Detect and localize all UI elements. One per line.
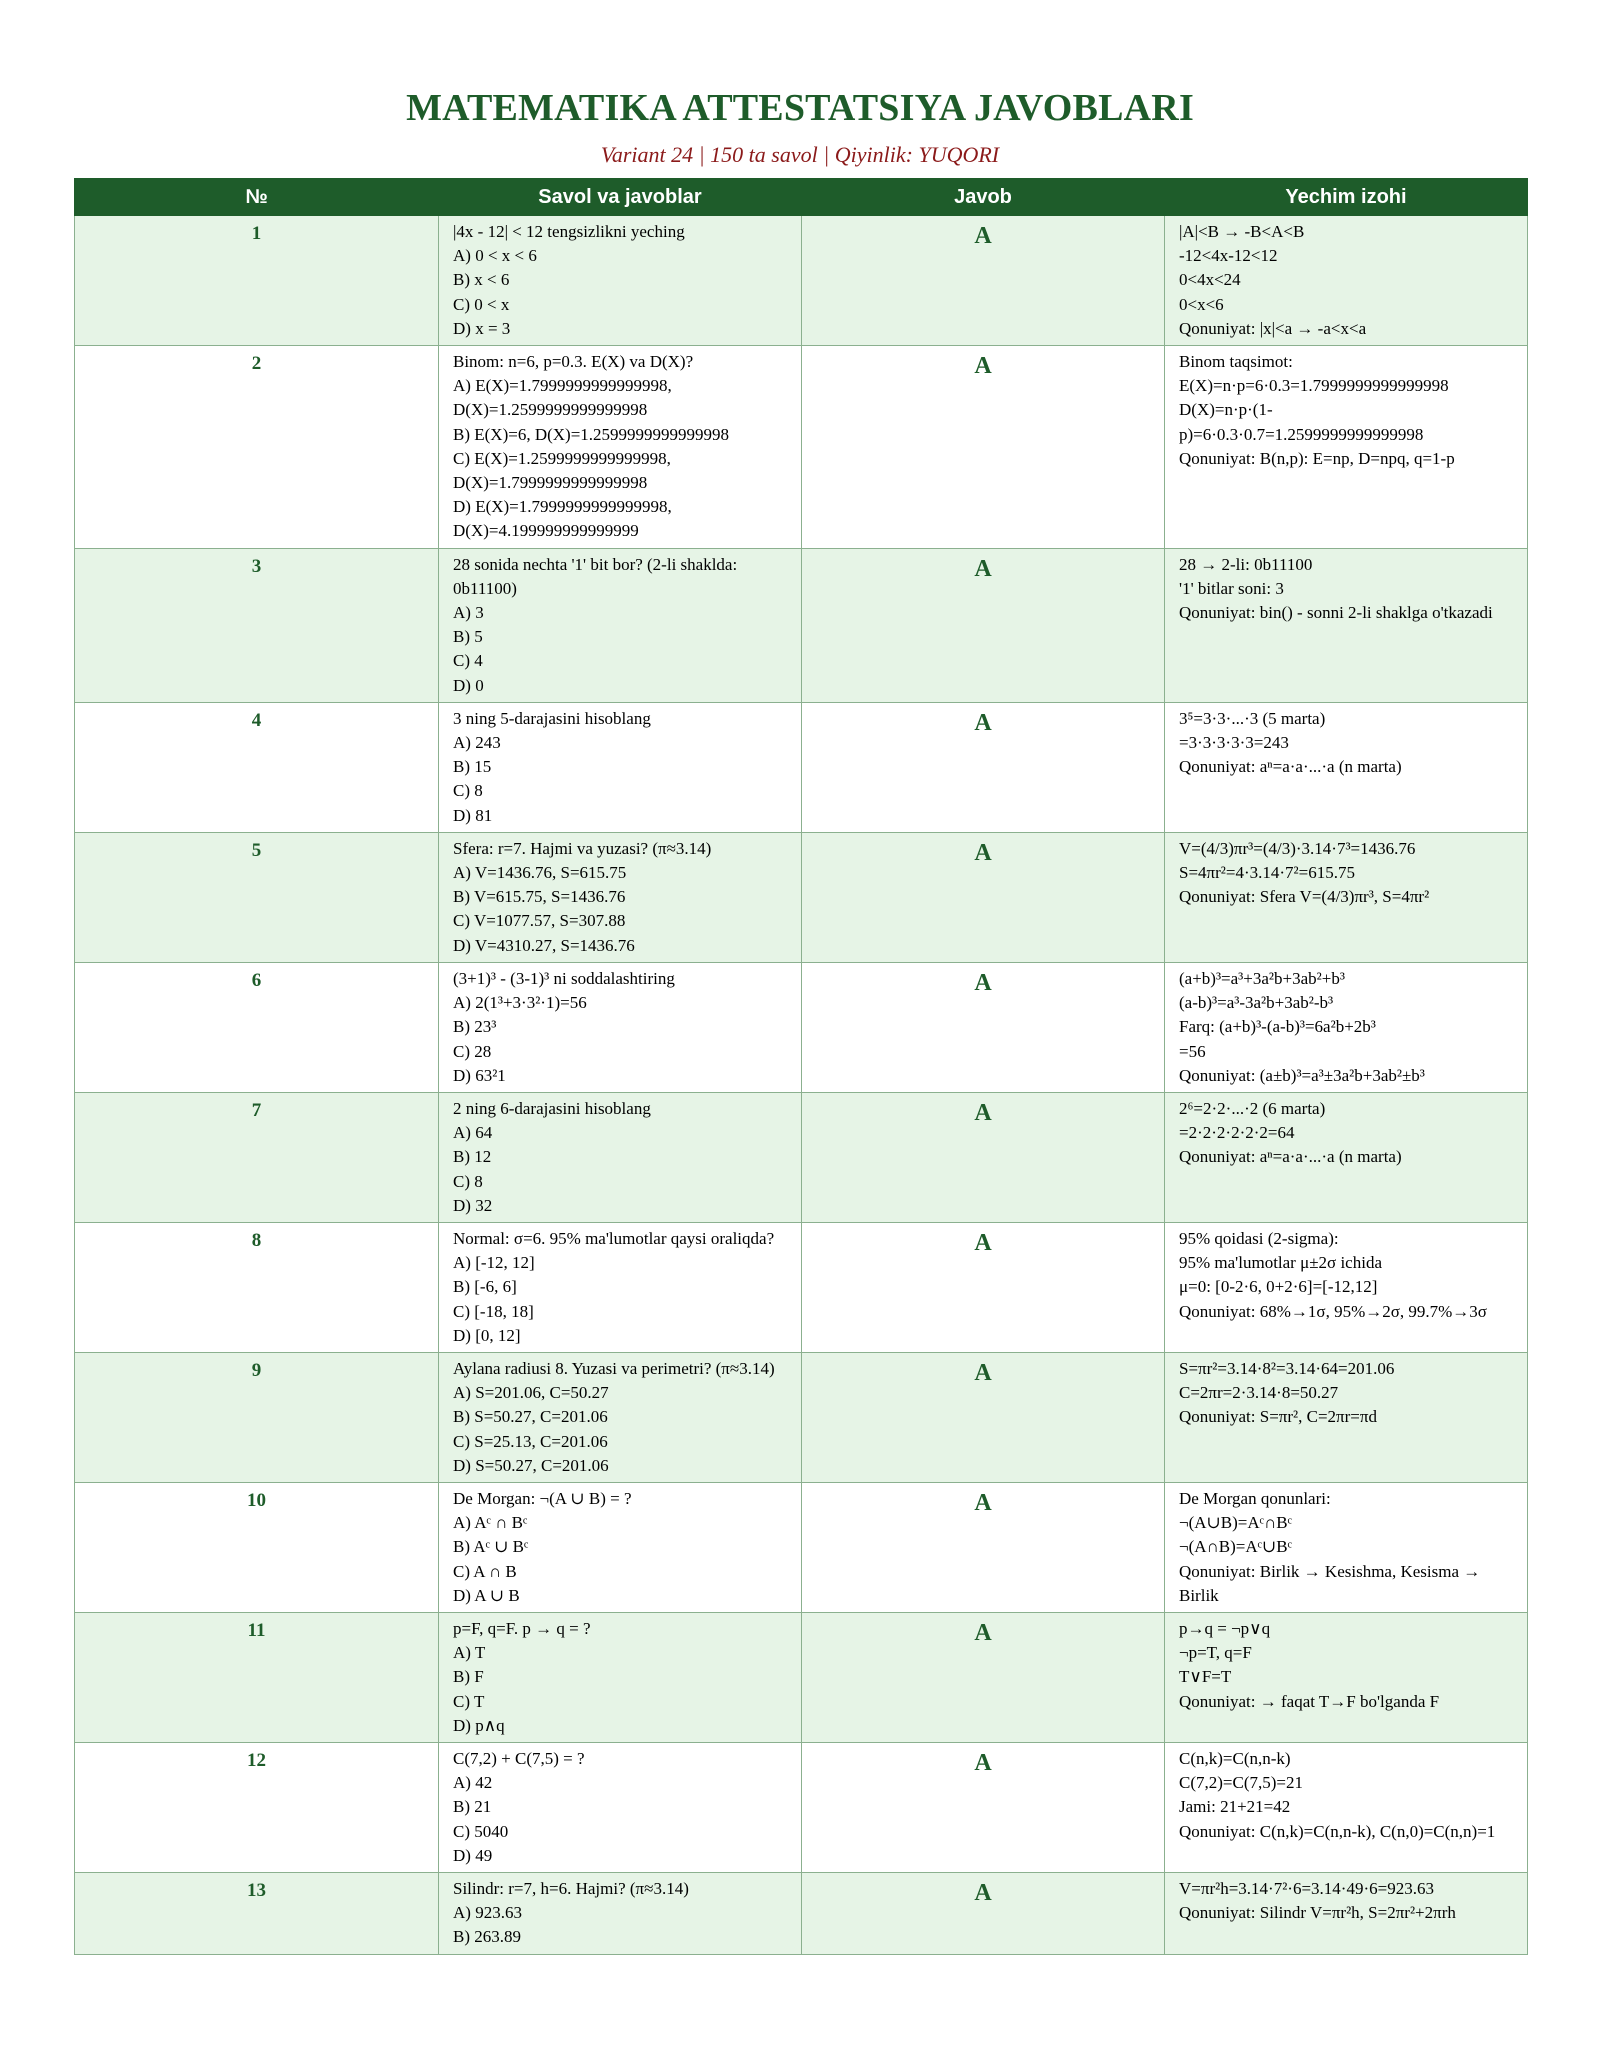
- solution-line: 3⁵=3·3·...·3 (5 marta): [1179, 708, 1326, 728]
- answer-option: C) [-18, 18]: [453, 1301, 534, 1321]
- question-text: C(7,2) + C(7,5) = ?: [453, 1748, 585, 1768]
- correct-answer: A: [802, 346, 1165, 549]
- question-cell: [439, 346, 802, 549]
- question-number: [75, 1352, 439, 1482]
- answer-option: B) 12: [453, 1147, 492, 1167]
- table-header: [75, 179, 1528, 216]
- solution-line: V=πr²h=3.14·7²·6=3.14·49·6=923.63: [1179, 1879, 1434, 1898]
- table-row: [75, 1612, 1528, 1742]
- solution-line: Qonuniyat: Birlik → Kesishma, Kesisma → Birlik: [1179, 1561, 1481, 1605]
- table-row: [75, 702, 1528, 832]
- solution-cell: [1165, 1352, 1528, 1482]
- solution-line: 0<x<6: [1179, 294, 1224, 314]
- answer-option: B) E(X)=6, D(X)=1.2599999999999998: [453, 424, 730, 444]
- header-question: Savol va javoblar: [439, 179, 802, 216]
- table-row: [75, 548, 1528, 702]
- question-text: 3 ning 5-darajasini hisoblang: [453, 708, 651, 728]
- question-text: De Morgan: ¬(A ∪ B) = ?: [453, 1488, 632, 1508]
- correct-answer: A: [802, 832, 1165, 962]
- answer-option: B) 23³: [453, 1017, 497, 1037]
- answer-option: B) Aᶜ ∪ Bᶜ: [453, 1537, 529, 1557]
- correct-answer: A: [802, 702, 1165, 832]
- answer-option: A) V=1436.76, S=615.75: [453, 863, 627, 883]
- answer-option: C) 8: [453, 781, 483, 801]
- question-cell: [439, 1352, 802, 1482]
- solution-cell: [1165, 832, 1528, 962]
- solution-line: D(X)=n·p·(1-p)=6·0.3·0.7=1.2599999999999998: [1179, 400, 1424, 444]
- question-text: p=F, q=F. p → q = ?: [453, 1618, 591, 1638]
- correct-answer: A: [802, 1482, 1165, 1612]
- question-text: Normal: σ=6. 95% ma'lumotlar qaysi oraliqda?: [453, 1228, 775, 1248]
- correct-answer: A: [802, 548, 1165, 702]
- question-number: [75, 962, 439, 1092]
- question-cell: [439, 1092, 802, 1222]
- answer-option: C) T: [453, 1691, 485, 1711]
- question-cell: [439, 216, 802, 346]
- question-number-text: 8: [251, 1229, 262, 1251]
- answer-option: C) A ∩ B: [453, 1561, 517, 1581]
- question-number: [75, 1482, 439, 1612]
- answer-option: B) F: [453, 1667, 484, 1687]
- question-number-text: 12: [247, 1749, 266, 1771]
- solution-line: De Morgan qonunlari:: [1179, 1488, 1331, 1508]
- answers-table: [74, 178, 1528, 1955]
- answer-option: D) V=4310.27, S=1436.76: [453, 935, 635, 955]
- page-subtitle: Variant 24 | 150 ta savol | Qiyinlik: YUQORI: [600, 142, 1000, 167]
- solution-line: Qonuniyat: Sfera V=(4/3)πr³, S=4πr²: [1179, 887, 1430, 907]
- solution-cell: [1165, 1222, 1528, 1352]
- question-number-text: 6: [251, 969, 262, 991]
- question-number-text: 4: [251, 709, 262, 731]
- solution-line: Jami: 21+21=42: [1179, 1797, 1291, 1817]
- answer-option: A) S=201.06, C=50.27: [453, 1383, 609, 1403]
- correct-answer: A: [802, 216, 1165, 346]
- answer-option: D) 49: [453, 1845, 493, 1865]
- answer-option: A) [-12, 12]: [453, 1253, 535, 1273]
- question-number-text: 5: [251, 839, 262, 861]
- answer-option: C) 8: [453, 1171, 483, 1191]
- question-number-text: 2: [251, 353, 262, 375]
- table-row: [75, 1482, 1528, 1612]
- solution-cell: [1165, 1742, 1528, 1872]
- solution-line: (a-b)³=a³-3a²b+3ab²-b³: [1179, 993, 1334, 1013]
- solution-line: V=(4/3)πr³=(4/3)·3.14·7³=1436.76: [1179, 838, 1416, 858]
- answer-option: D) 32: [453, 1195, 493, 1215]
- answer-option: D) x = 3: [453, 318, 511, 338]
- solution-line: S=4πr²=4·3.14·7²=615.75: [1179, 863, 1355, 883]
- answer-option: D) A ∪ B: [453, 1585, 520, 1605]
- question-text: Sfera: r=7. Hajmi va yuzasi? (π≈3.14): [453, 838, 712, 858]
- question-cell: [439, 702, 802, 832]
- solution-line: 28 → 2-li: 0b11100: [1179, 554, 1313, 574]
- solution-line: T∨F=T: [1179, 1667, 1232, 1687]
- table-row: [75, 1873, 1528, 1955]
- answer-option: C) V=1077.57, S=307.88: [453, 911, 626, 931]
- answer-option: B) S=50.27, C=201.06: [453, 1407, 608, 1427]
- answer-option: A) T: [453, 1643, 486, 1663]
- solution-line: Qonuniyat: aⁿ=a·a·...·a (n marta): [1179, 1147, 1402, 1167]
- solution-line: ¬(A∪B)=Aᶜ∩Bᶜ: [1179, 1513, 1292, 1533]
- answer-option: D) S=50.27, C=201.06: [453, 1455, 609, 1475]
- correct-answer: A: [802, 1742, 1165, 1872]
- answer-option: C) 4: [453, 651, 483, 671]
- answer-option: B) V=615.75, S=1436.76: [453, 887, 626, 907]
- question-number-text: 3: [251, 555, 262, 577]
- question-number: [75, 1222, 439, 1352]
- solution-cell: [1165, 548, 1528, 702]
- header-solution: Yechim izohi: [1165, 179, 1528, 216]
- solution-line: Qonuniyat: (a±b)³=a³±3a²b+3ab²±b³: [1179, 1065, 1425, 1085]
- table-row: [75, 1092, 1528, 1222]
- answer-option: C) E(X)=1.2599999999999998, D(X)=1.7999999999999998: [453, 448, 671, 493]
- question-number-text: 1: [251, 223, 262, 244]
- answer-option: C) 0 < x: [453, 294, 510, 314]
- table-row: [75, 216, 1528, 346]
- solution-line: Farq: (a+b)³-(a-b)³=6a²b+2b³: [1179, 1017, 1376, 1037]
- solution-line: S=πr²=3.14·8²=3.14·64=201.06: [1179, 1358, 1395, 1378]
- solution-line: '1' bitlar soni: 3: [1179, 578, 1284, 598]
- solution-line: =2·2·2·2·2·2=64: [1179, 1123, 1295, 1143]
- solution-line: Qonuniyat: 68%→1σ, 95%→2σ, 99.7%→3σ: [1179, 1301, 1487, 1321]
- answer-option: D) [0, 12]: [453, 1325, 521, 1345]
- solution-line: C=2πr=2·3.14·8=50.27: [1179, 1383, 1339, 1403]
- answer-option: D) 63²1: [453, 1065, 506, 1085]
- answer-option: B) 263.89: [453, 1927, 521, 1947]
- question-number-text: 10: [247, 1489, 266, 1511]
- solution-line: Qonuniyat: bin() - sonni 2-li shaklga o'tkazadi: [1179, 603, 1493, 623]
- solution-line: Qonuniyat: aⁿ=a·a·...·a (n marta): [1179, 757, 1402, 777]
- answer-option: D) E(X)=1.7999999999999998, D(X)=4.199999999999999: [453, 497, 672, 541]
- question-number: [75, 1612, 439, 1742]
- question-text: Binom: n=6, p=0.3. E(X) va D(X)?: [453, 352, 694, 372]
- solution-cell: [1165, 216, 1528, 346]
- question-number-text: 11: [247, 1619, 266, 1641]
- answer-option: A) 0 < x < 6: [453, 246, 537, 266]
- solution-line: -12<4x-12<12: [1179, 246, 1278, 266]
- answer-option: A) 3: [453, 603, 484, 623]
- answer-option: D) 0: [453, 675, 484, 695]
- solution-line: Qonuniyat: |x|<a → -a<x<a: [1179, 318, 1367, 338]
- question-cell: [439, 1873, 802, 1955]
- solution-line: Qonuniyat: S=πr², C=2πr=πd: [1179, 1407, 1377, 1427]
- solution-line: (a+b)³=a³+3a²b+3ab²+b³: [1179, 968, 1345, 988]
- solution-line: p→q = ¬p∨q: [1179, 1618, 1271, 1638]
- page-title: MATEMATIKA ATTESTATSIYA JAVOBLARI: [406, 87, 1194, 129]
- question-text: (3+1)³ - (3-1)³ ni soddalashtiring: [453, 968, 675, 988]
- solution-line: C(n,k)=C(n,n-k): [1179, 1748, 1291, 1768]
- answer-option: C) 28: [453, 1041, 492, 1061]
- solution-line: Qonuniyat: Silindr V=πr²h, S=2πr²+2πrh: [1179, 1903, 1456, 1923]
- answer-option: A) 243: [453, 733, 501, 753]
- question-number: [75, 832, 439, 962]
- solution-cell: [1165, 1873, 1528, 1955]
- question-text: 28 sonida nechta '1' bit bor? (2-li shaklda: 0b11100): [453, 554, 738, 598]
- answer-option: B) [-6, 6]: [453, 1277, 517, 1297]
- solution-cell: [1165, 346, 1528, 549]
- answer-option: C) 5040: [453, 1821, 509, 1841]
- header-answer: Javob: [802, 179, 1165, 216]
- table-row: [75, 1742, 1528, 1872]
- correct-answer: A: [802, 1352, 1165, 1482]
- table-row: [75, 1352, 1528, 1482]
- question-text: Aylana radiusi 8. Yuzasi va perimetri? (π≈3.14): [453, 1358, 775, 1378]
- question-cell: [439, 1482, 802, 1612]
- question-number-text: 13: [247, 1880, 266, 1901]
- answer-option: A) E(X)=1.7999999999999998, D(X)=1.2599999999999998: [453, 376, 672, 420]
- question-cell: [439, 832, 802, 962]
- solution-cell: [1165, 1612, 1528, 1742]
- solution-line: 2⁶=2·2·...·2 (6 marta): [1179, 1098, 1326, 1118]
- table-body: [75, 216, 1528, 1955]
- question-number: [75, 1742, 439, 1872]
- table-row: [75, 832, 1528, 962]
- question-text: 2 ning 6-darajasini hisoblang: [453, 1098, 651, 1118]
- question-number: [75, 548, 439, 702]
- question-text: Silindr: r=7, h=6. Hajmi? (π≈3.14): [453, 1879, 689, 1898]
- table-row: [75, 346, 1528, 549]
- solution-cell: [1165, 1482, 1528, 1612]
- answer-option: A) 64: [453, 1123, 493, 1143]
- question-number-text: 9: [251, 1359, 262, 1381]
- question-text: |4x - 12| < 12 tengsizlikni yeching: [453, 222, 685, 241]
- table-row: [75, 962, 1528, 1092]
- answer-option: B) 5: [453, 627, 483, 647]
- correct-answer: A: [802, 962, 1165, 1092]
- solution-line: E(X)=n·p=6·0.3=1.7999999999999998: [1179, 376, 1449, 396]
- correct-answer: A: [802, 1222, 1165, 1352]
- question-number-text: 7: [251, 1099, 262, 1121]
- solution-line: 95% qoidasi (2-sigma):: [1179, 1228, 1339, 1248]
- header-num: №: [75, 179, 439, 216]
- answer-option: A) 2(1³+3·3²·1)=56: [453, 993, 587, 1013]
- solution-line: =3·3·3·3·3=243: [1179, 733, 1289, 753]
- question-number: [75, 1092, 439, 1222]
- answer-option: B) x < 6: [453, 270, 510, 290]
- solution-cell: [1165, 702, 1528, 832]
- answer-option: B) 21: [453, 1797, 492, 1817]
- answer-option: A) 923.63: [453, 1903, 522, 1923]
- correct-answer: A: [802, 1873, 1165, 1955]
- solution-line: C(7,2)=C(7,5)=21: [1179, 1773, 1303, 1793]
- question-cell: [439, 548, 802, 702]
- question-number: [75, 702, 439, 832]
- question-cell: [439, 1742, 802, 1872]
- solution-line: =56: [1179, 1041, 1206, 1061]
- answer-option: B) 15: [453, 757, 492, 777]
- correct-answer: A: [802, 1092, 1165, 1222]
- solution-line: |A|<B → -B<A<B: [1179, 222, 1305, 241]
- question-number: [75, 216, 439, 346]
- question-cell: [439, 1612, 802, 1742]
- solution-line: Qonuniyat: B(n,p): E=np, D=npq, q=1-p: [1179, 448, 1455, 468]
- question-number: [75, 1873, 439, 1955]
- question-cell: [439, 1222, 802, 1352]
- answer-option: A) Aᶜ ∩ Bᶜ: [453, 1513, 528, 1533]
- table-row: [75, 1222, 1528, 1352]
- answer-option: D) p∧q: [453, 1715, 505, 1735]
- solution-line: 0<4x<24: [1179, 270, 1241, 290]
- solution-line: Binom taqsimot:: [1179, 352, 1293, 372]
- correct-answer: A: [802, 1612, 1165, 1742]
- solution-line: ¬p=T, q=F: [1179, 1643, 1252, 1663]
- solution-line: Qonuniyat: C(n,k)=C(n,n-k), C(n,0)=C(n,n)=1: [1179, 1821, 1496, 1841]
- solution-cell: [1165, 1092, 1528, 1222]
- solution-line: μ=0: [0-2·6, 0+2·6]=[-12,12]: [1179, 1277, 1378, 1297]
- solution-line: 95% ma'lumotlar μ±2σ ichida: [1179, 1253, 1382, 1273]
- question-number: [75, 346, 439, 549]
- answer-option: C) S=25.13, C=201.06: [453, 1431, 608, 1451]
- answer-option: D) 81: [453, 805, 493, 825]
- question-cell: [439, 962, 802, 1092]
- solution-line: Qonuniyat: → faqat T→F bo'lganda F: [1179, 1691, 1440, 1711]
- answer-option: A) 42: [453, 1773, 493, 1793]
- solution-cell: [1165, 962, 1528, 1092]
- solution-line: ¬(A∩B)=Aᶜ∪Bᶜ: [1179, 1537, 1292, 1557]
